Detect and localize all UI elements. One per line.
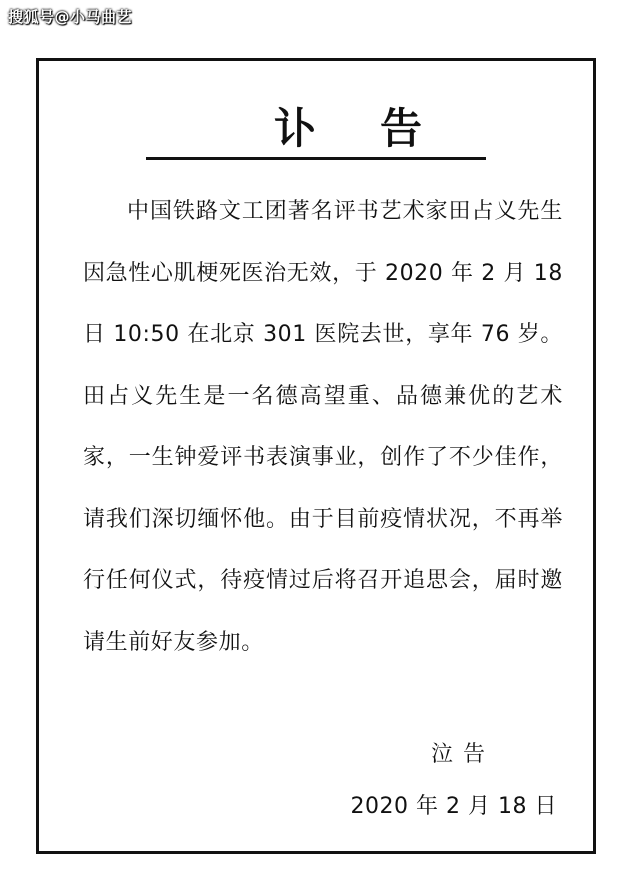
watermark-text: 搜狐号@小马曲艺 — [8, 8, 133, 26]
notice-title-container — [39, 103, 593, 160]
notice-body: 中国铁路文工团著名评书艺术家田占义先生因急性心肌梗死医治无效，于 2020 年 2 月 18 日 10:50 在北京 301 医院去世，享年 76 岁。田占义先生是一名德高望重、品德兼优的艺术家，一生钟爱评书表演事业，创作了不少佳作，请我们深切缅怀他。由于目前疫情状况，不再举行任何仪式，待疫情过后将召开追思会，届时邀请生前好友参加。 — [83, 199, 563, 655]
notice-signature: 泣告 — [430, 742, 495, 767]
notice-title: 讣告 — [146, 103, 486, 160]
notice-frame — [36, 58, 596, 854]
notice-date: 2020 年 2 月 18 日 — [350, 794, 557, 819]
